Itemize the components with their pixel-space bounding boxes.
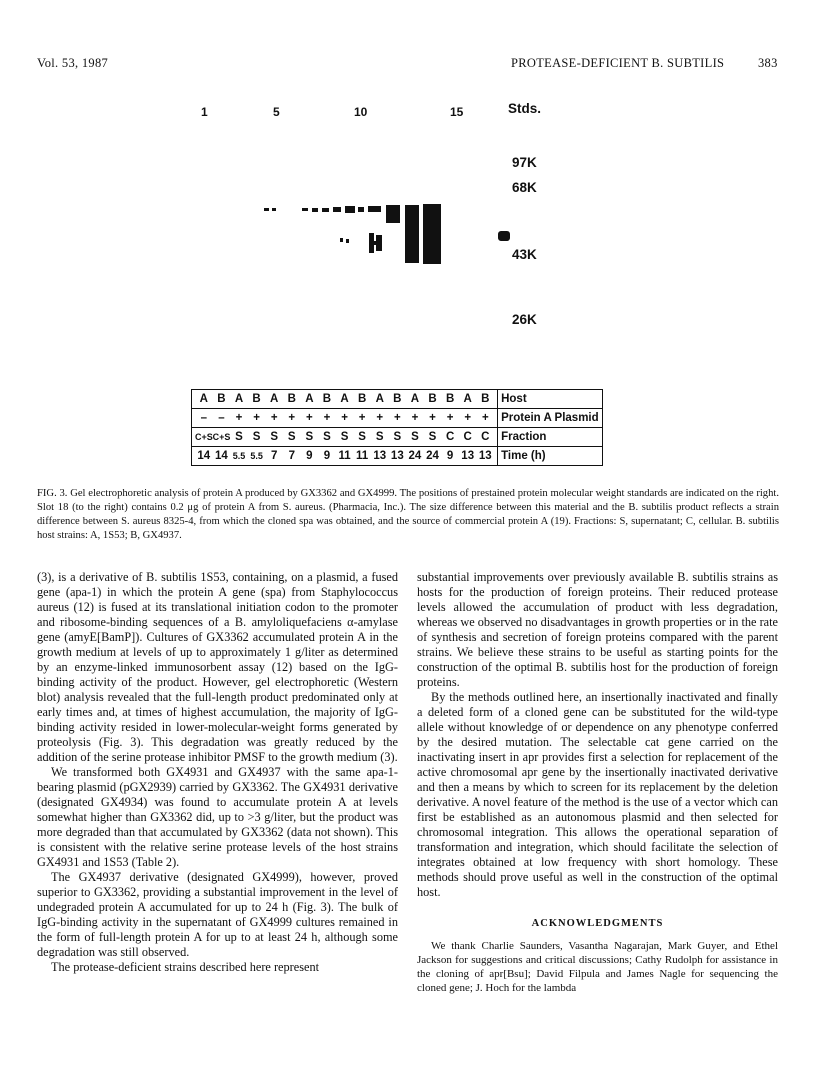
lane-cell: S	[375, 431, 384, 443]
lane-cell: S	[252, 431, 261, 443]
lane-cell: A	[305, 393, 314, 405]
right-column	[417, 570, 778, 995]
lane-cell: 24	[408, 450, 422, 462]
lane-cell: A	[375, 393, 384, 405]
mw-marker-68k: 68K	[512, 180, 537, 195]
figure-caption: FIG. 3. Gel electrophoretic analysis of protein A produced by GX3362 and GX4999. The positions of prestained protein molecular weight standards are indicated on the right. Slot 18 (to the right) contains 0.2 μg of protein A from S. aureus. (Pharmacia, Inc.). The size difference between this material and the B. subtilis product reflects a strain difference between S. aureus 8325-4, from which the cloned spa was obtained, and the source of commercial protein A (19). Fractions: S, supernatant; C, cellular. B. subtilis host strains: A, 1S53; B, GX4937.	[37, 488, 779, 541]
lane-cell: 13	[461, 450, 475, 462]
lane-cell: 7	[270, 450, 278, 462]
page-number: 383	[758, 56, 778, 70]
lane-cell: A	[410, 393, 420, 405]
lane-cell: B	[428, 393, 437, 405]
lane-cell: 14	[197, 450, 211, 462]
left-column	[37, 570, 398, 975]
band	[498, 231, 510, 241]
plasmid-row	[192, 409, 603, 428]
lane-cell: –	[218, 412, 225, 424]
lane-cell: –	[200, 412, 207, 424]
lane-cell: B	[252, 393, 261, 405]
running-header-left: Vol. 53, 1987	[37, 56, 109, 70]
fraction-row	[192, 428, 603, 447]
lane-cell: A	[199, 393, 208, 405]
band	[345, 206, 355, 213]
mw-marker-97k: 97K	[512, 155, 537, 170]
band	[423, 204, 441, 264]
fraction-label: Fraction	[498, 428, 603, 447]
band	[272, 208, 276, 211]
western-blot-gel	[250, 195, 520, 270]
band	[340, 238, 343, 242]
time-row	[192, 447, 603, 466]
lane-cell: S	[235, 431, 243, 443]
lane-cell: S	[393, 431, 402, 443]
band	[358, 207, 364, 212]
mw-marker-26k: 26K	[512, 312, 537, 327]
band	[333, 207, 341, 212]
lane-cell: C+S	[195, 432, 213, 442]
lane-cell: 9	[446, 450, 454, 462]
lane-cell: A	[234, 393, 244, 405]
lane-cell: +	[253, 412, 260, 424]
lane-cell: C	[463, 431, 472, 443]
lane-cell: C	[481, 431, 490, 443]
lane-cell: 9	[306, 450, 313, 462]
lane-cell: +	[323, 412, 331, 424]
band	[368, 206, 381, 212]
lane-cell: S	[428, 431, 437, 443]
lane-cell: 7	[288, 450, 295, 462]
lane-cell: S	[287, 431, 296, 443]
lane-cell: +	[429, 412, 436, 424]
lane-cell: +	[481, 412, 489, 424]
lane-cell: +	[376, 412, 384, 424]
lane-cell: 11	[356, 450, 369, 462]
lane-cell: +	[393, 412, 401, 424]
paragraph: The protease-deficient strains described here represent	[51, 960, 320, 974]
lane-cell: 13	[390, 450, 404, 462]
plasmid-cells	[192, 409, 498, 428]
fraction-cells	[192, 428, 498, 447]
lane-cell: 13	[373, 450, 387, 462]
lane-cell: B	[287, 393, 296, 405]
lane-cell: A	[340, 393, 349, 405]
lane-number-5: 5	[273, 105, 280, 119]
paragraph: (3), is a derivative of B. subtilis 1S53, containing, on a plasmid, a fused gene (apa-1) in which the protein A gene (spa) from Staphylococcus aureus (12) is fused at its translational initiation codon to the promoter and ribosome-binding sequences of a B. amyloliquefaciens α-amylase gene (amyE[BamP]). Cultures of GX3362 accumulated protein A in the growth medium at levels of up to approximately 1 g/liter as determined by an enzyme-linked immunosorbent assay (12) based on the IgG-binding activity of the product. However, gel electrophoretic (Western blot) analysis revealed that the full-length product predominated only at early times and, at times of highest accumulation, the majority of IgG-binding activity resided in lower-molecular-weight forms generated by proteolysis (Fig. 3). This degradation was greatly reduced by the addition of the serine protease inhibitor PMSF to the growth medium (3).	[37, 570, 398, 764]
lane-cell: B	[217, 393, 226, 405]
lane-cell: +	[446, 412, 454, 424]
paragraph: substantial improvements over previously available B. subtilis strains as hosts for the production of foreign proteins. Their reduced protease levels allowed the accumulation of product with less degradation, whereas we observed no disadvantages in growth properties or in the rate of synthesis and secretion of foreign proteins compared with the parent strains. We believe these strains to be useful as starting points for the construction of the optimal B. subtilis host for the production of foreign proteins.	[417, 570, 778, 689]
lane-number-1: 1	[201, 105, 208, 119]
mw-marker-43k: 43K	[512, 247, 537, 262]
lane-cell: S	[305, 431, 314, 443]
lane-cell: A	[463, 393, 472, 405]
host-row	[192, 390, 603, 409]
lane-cell: B	[481, 393, 490, 405]
lane-cell: 5.5	[250, 451, 263, 461]
lane-cell: 5.5	[232, 451, 246, 461]
stds-label: Stds.	[508, 101, 542, 116]
host-cells	[192, 390, 498, 409]
lane-cell: +	[235, 412, 243, 424]
lane-cell: 11	[338, 450, 351, 462]
lane-cell: B	[445, 393, 455, 405]
band	[346, 239, 349, 243]
lane-cell: S	[270, 431, 278, 443]
time-cells	[192, 447, 498, 466]
lane-cell: +	[411, 412, 419, 424]
lane-cell: S	[340, 431, 349, 443]
acknowledgments-text: We thank Charlie Saunders, Vasantha Nagarajan, Mark Guyer, and Ethel Jackson for suggestions and critical discussions; Cathy Rudolph for assistance in the cloning of apr[Bsu]; David Filpula and James Nagle for sequencing the cloned gene; J. Hoch for the lambda	[417, 940, 778, 994]
band	[386, 205, 400, 223]
time-label: Time (h)	[498, 447, 603, 466]
paragraph: The GX4937 derivative (designated GX4999), however, proved superior to GX3362, providing a substantial improvement in the level of undegraded protein A accumulated for up to 24 h (Fig. 3). The bulk of IgG-binding activity in the supernatant of GX4999 cultures remained in the form of full-length protein A for up to at least 24 h, although some degradation was still observed.	[37, 870, 398, 959]
lane-cell: 14	[214, 450, 228, 462]
plasmid-label: Protein A Plasmid	[498, 409, 603, 428]
paragraph: We transformed both GX4931 and GX4937 with the same apa-1-bearing plasmid (pGX2939) carried by GX3362. The GX4931 derivative (designated GX4934) was found to accumulate protein A at levels somewhat higher than GX3362 did, up to >3 g/liter, but the product was more degraded than that accumulated by GX3362 (data not shown). This is consistent with the relative serine protease levels of the host strains GX4931 and 1S53 (Table 2).	[37, 765, 398, 869]
lane-cell: A	[270, 393, 279, 405]
lane-cell: +	[288, 412, 296, 424]
lane-cell: 13	[478, 450, 492, 462]
lane-cell: +	[464, 412, 472, 424]
lane-cell: +	[270, 412, 278, 424]
acknowledgments-heading: ACKNOWLEDGMENTS	[531, 918, 664, 929]
band	[405, 205, 419, 263]
lane-cell: +	[358, 412, 366, 424]
lane-cell: B	[393, 393, 402, 405]
lane-cell: C+S	[212, 432, 231, 442]
lane-cell: B	[322, 393, 332, 405]
band	[264, 208, 269, 211]
lane-cell: 24	[426, 450, 439, 462]
host-label: Host	[498, 390, 603, 409]
band	[302, 208, 308, 211]
lane-cell: B	[357, 393, 367, 405]
lane-cell: C	[445, 431, 455, 443]
lane-cell: S	[411, 431, 419, 443]
lane-number-15: 15	[450, 105, 464, 119]
lane-cell: S	[358, 431, 366, 443]
lane-legend-table	[191, 389, 603, 466]
running-header-title: PROTEASE-DEFICIENT B. SUBTILIS	[511, 56, 725, 70]
paragraph: By the methods outlined here, an insertionally inactivated and finally a deleted form of a cloned gene can be substituted for the wild-type allele without knowledge of or dependence on any phenotype conferred by the desired mutation. The selectable cat gene carried on the inactivating insert in apr provides first a selection for replacement of the active chromosomal apr gene by the insertionally inactivated derivative and then a means by which to screen for its replacement by the deletion derivative. A novel feature of the method is the use of a vector which can first be established as an autonomous plasmid and then selected for chromosomal integration. This allows the operational separation of transformation and integration, which should facilitate the selection of integrates obtained at low frequency with short homology. These methods should prove useful as well in the construction of the optimal host.	[417, 690, 778, 899]
lane-number-10: 10	[354, 105, 368, 119]
band	[312, 208, 318, 212]
lane-cell: +	[306, 412, 313, 424]
lane-cell: 9	[323, 450, 331, 462]
band	[372, 241, 378, 245]
lane-cell: S	[323, 431, 331, 443]
band	[322, 208, 329, 212]
lane-cell: +	[341, 412, 348, 424]
